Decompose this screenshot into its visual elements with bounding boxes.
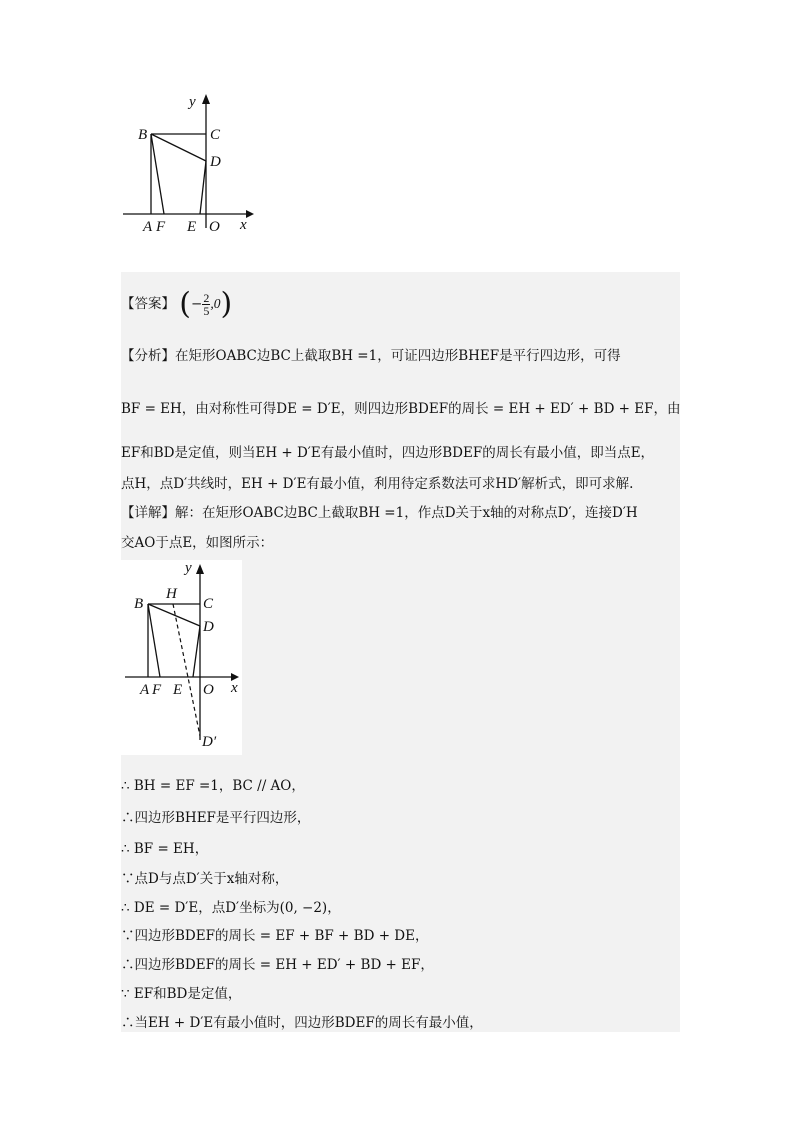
segment-de	[200, 161, 206, 214]
label-c: C	[210, 127, 221, 143]
label-a: A	[143, 219, 153, 233]
segment-de	[193, 626, 200, 677]
segment-bf	[151, 134, 164, 214]
detail-text-1: 解：在矩形OABC边BC上截取BH =1，作点D关于x轴的对称点D′，连接D′H	[175, 505, 638, 521]
label-b: B	[138, 127, 148, 143]
analysis-line-2	[121, 399, 681, 419]
label-c: C	[203, 596, 214, 612]
step-8: ∵ EF和BD是定值，	[121, 986, 242, 1002]
analysis-tag: 【分析】	[121, 348, 175, 364]
step-6: ∵四边形BDEF的周长 = EF + BF + BD + DE，	[121, 928, 429, 944]
label-a: A	[140, 682, 150, 698]
label-x: x	[231, 680, 238, 696]
step-1: ∴ BH = EF =1，BC // AO，	[121, 778, 305, 794]
step-9: ∴当EH + D′E有最小值时，四边形BDEF的周长有最小值，	[121, 1015, 483, 1031]
step-5: ∴ DE = D′E，点D′坐标为(0, −2)，	[121, 900, 341, 916]
label-e: E	[173, 682, 183, 698]
step-4: ∵点D与点D′关于x轴对称，	[121, 871, 289, 887]
answer-close-paren: )	[220, 286, 233, 322]
answer-minus: −	[191, 296, 203, 312]
detail-line-2	[121, 533, 273, 553]
label-f: F	[156, 219, 166, 233]
label-e: E	[187, 219, 197, 233]
segment-bf	[148, 604, 160, 677]
label-h: H	[166, 586, 177, 602]
step-7: ∴四边形BDEF的周长 = EH + ED′ + BD + EF，	[121, 957, 434, 973]
detail-text-2: 交AO于点E，如图所示：	[121, 535, 274, 551]
analysis-line-3	[121, 443, 654, 463]
figure-1-svg	[118, 88, 258, 233]
label-f: F	[152, 682, 162, 698]
answer-denominator: 5	[203, 304, 210, 318]
label-y: y	[189, 94, 196, 110]
label-y: y	[185, 560, 192, 576]
label-x: x	[240, 217, 247, 233]
step-3: ∴ BF = EH，	[121, 841, 209, 857]
x-axis-arrow	[246, 210, 254, 218]
detail-tag: 【详解】	[121, 505, 175, 521]
analysis-line-1	[121, 346, 621, 366]
label-o: O	[203, 682, 214, 698]
analysis-line-4	[121, 474, 633, 494]
label-d-prime: D′	[202, 734, 217, 750]
answer-numerator: 2	[203, 291, 210, 305]
label-o: O	[209, 219, 220, 233]
figure-2-svg	[121, 560, 242, 755]
figure-1	[118, 88, 258, 233]
segment-bd	[151, 134, 206, 161]
analysis-text-2: BF = EH，由对称性可得DE = D′E，则四边形BDEF的周长 = EH + ED′ + BD + EF，由	[121, 401, 681, 417]
y-axis-arrow	[202, 94, 210, 104]
step-2: ∴四边形BHEF是平行四边形，	[121, 810, 311, 826]
figure-2	[121, 560, 242, 755]
analysis-text-4: 点H，点D′共线时，EH + D′E有最小值，利用待定系数法可求HD′解析式，即可求解.	[121, 476, 634, 492]
answer-tag: 【答案】	[121, 296, 175, 312]
analysis-text-1: 在矩形OABC边BC上截取BH =1，可证四边形BHEF是平行四边形，可得	[175, 348, 621, 364]
answer-line	[121, 284, 232, 325]
y-axis-arrow	[196, 564, 204, 574]
label-d: D	[203, 619, 214, 635]
analysis-text-3: EF和BD是定值，则当EH + D′E有最小值时，四边形BDEF的周长有最小值，即当点E，	[121, 445, 655, 461]
answer-rest: ,0	[210, 296, 221, 311]
label-b: B	[134, 596, 144, 612]
detail-line-1	[121, 503, 638, 523]
label-d: D	[210, 154, 221, 170]
answer-open-paren: (	[179, 286, 192, 322]
